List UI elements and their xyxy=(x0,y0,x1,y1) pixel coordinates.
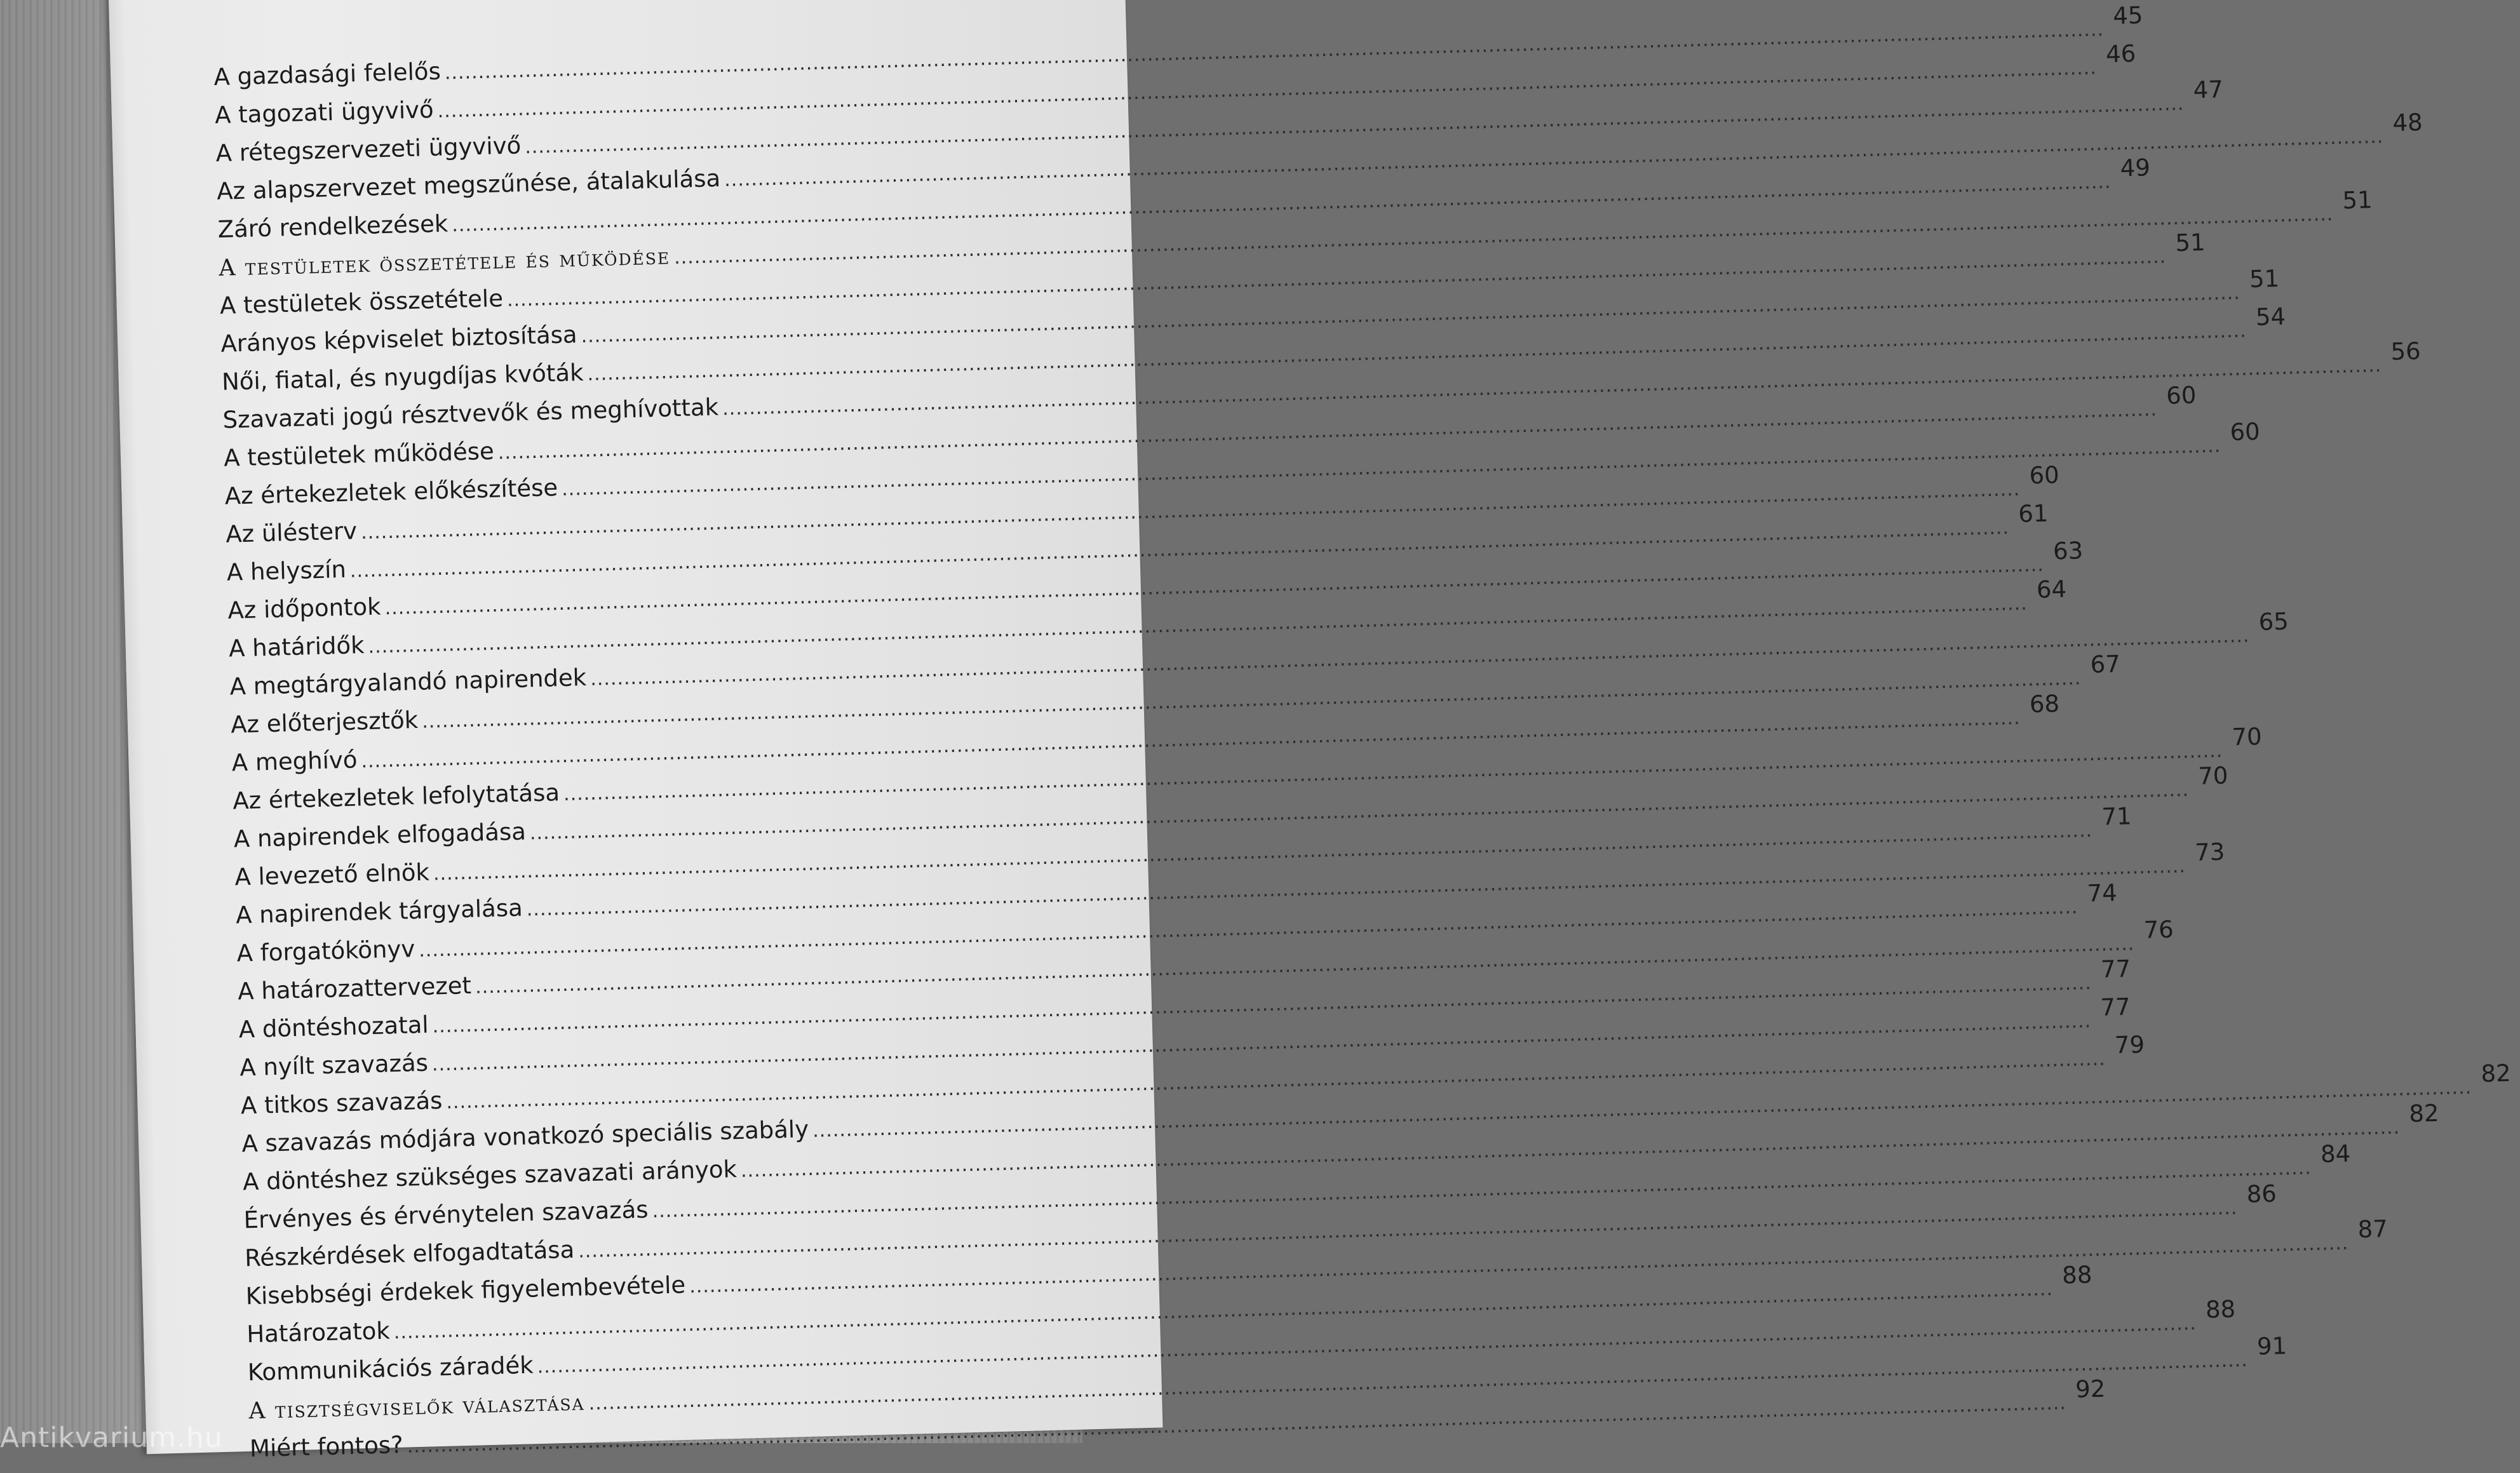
toc-page-number: 67 xyxy=(2090,650,2121,678)
toc-page-number: 60 xyxy=(2166,381,2197,410)
watermark: Antikvarium.hu xyxy=(0,1422,223,1454)
toc-entry-title: Záró rendelkezések xyxy=(217,210,448,243)
toc-page-number: 91 xyxy=(2256,1332,2288,1361)
toc-entry-title: A döntéshozatal xyxy=(238,1011,429,1044)
toc-page-number: 71 xyxy=(2101,802,2133,831)
toc-entry-title: Kommunikációs záradék xyxy=(247,1351,534,1387)
toc-page-number: 60 xyxy=(2028,461,2060,490)
toc-entry-title: A meghívó xyxy=(231,746,358,777)
toc-entry-title: A gazdasági felelős xyxy=(213,57,441,91)
toc-page-number: 45 xyxy=(2112,1,2143,30)
toc-entry-title: A határidők xyxy=(228,631,365,663)
toc-page-number: 92 xyxy=(2075,1375,2106,1403)
toc-entry-title: Érvényes és érvénytelen szavazás xyxy=(243,1195,649,1234)
toc-page-number: 76 xyxy=(2143,915,2174,944)
toc-page-number: 64 xyxy=(2036,575,2067,604)
toc-entry-title: A határozattervezet xyxy=(237,971,472,1006)
toc-page-number: 51 xyxy=(2249,264,2280,293)
toc-page-number: 88 xyxy=(2205,1295,2236,1324)
toc-entry-title: Az ülésterv xyxy=(225,517,358,548)
toc-page-number: 46 xyxy=(2105,39,2136,69)
toc-entry-title: A tagozati ügyvivő xyxy=(214,95,435,129)
toc-page-number: 49 xyxy=(2120,154,2151,182)
toc-entry-title: Az értekezletek előkészítése xyxy=(224,474,558,510)
toc-entry-title: Az alapszervezet megszűnése, átalakulása xyxy=(216,165,721,205)
toc-page-number: 87 xyxy=(2357,1215,2389,1244)
toc-page-number: 77 xyxy=(2099,993,2131,1021)
toc-page-number: 54 xyxy=(2255,302,2286,331)
toc-page-number: 65 xyxy=(2258,607,2289,636)
toc-page-number: 86 xyxy=(2246,1180,2277,1208)
toc-page-number: 70 xyxy=(2231,722,2263,751)
toc-page-number: 82 xyxy=(2480,1059,2512,1088)
toc-entry-title: Határozatok xyxy=(246,1317,391,1349)
toc-entry-title: A döntéshez szükséges szavazati arányok xyxy=(242,1155,738,1196)
toc-entry-title: Kisebbségi érdekek figyelembevétele xyxy=(245,1271,686,1310)
toc-page-number: 63 xyxy=(2052,537,2084,565)
toc-entry-title: A megtárgyalandó napirendek xyxy=(229,663,587,701)
toc-page-number: 51 xyxy=(2174,229,2206,257)
toc-entry-title: A testületek összetétele és működése xyxy=(218,243,671,281)
toc-page-number: 47 xyxy=(2193,76,2224,104)
toc-entry-title: Szavazati jogú résztvevők és meghívottak xyxy=(222,393,719,434)
table-of-contents xyxy=(213,1,2512,1473)
toc-entry-title: A nyílt szavazás xyxy=(239,1049,429,1082)
toc-entry-title: Részkérdések elfogadtatása xyxy=(244,1235,575,1272)
toc-entry-title: Arányos képviselet biztosítása xyxy=(220,321,578,358)
toc-entry-title: A tisztségviselők választása xyxy=(248,1389,586,1425)
toc-page-number: 74 xyxy=(2087,879,2118,908)
toc-page-number: 82 xyxy=(2408,1099,2440,1128)
toc-page-number: 79 xyxy=(2114,1030,2145,1059)
toc-entry-title: Női, fiatal, és nyugdíjas kvóták xyxy=(221,358,584,396)
toc-page-number: 77 xyxy=(2100,955,2131,983)
toc-entry-title: Miért fontos? xyxy=(249,1430,404,1463)
toc-page-number: 88 xyxy=(2061,1261,2092,1289)
toc-page-number: 51 xyxy=(2341,186,2373,215)
toc-page-number: 61 xyxy=(2018,499,2049,528)
toc-page-number: 70 xyxy=(2197,762,2228,790)
toc-entry-title: A szavazás módjára vonatkozó speciális szabály xyxy=(241,1115,809,1158)
toc-entry-title: A testületek összetétele xyxy=(219,285,504,319)
toc-entry-title: A rétegszervezeti ügyvivő xyxy=(215,131,522,167)
toc-entry-title: Az időpontok xyxy=(227,593,382,624)
toc-entry-title: A forgatókönyv xyxy=(236,935,415,967)
toc-entry-title: A napirendek tárgyalása xyxy=(235,894,523,929)
toc-entry-title: A testületek működése xyxy=(223,437,495,472)
toc-entry-title: A napirendek elfogadása xyxy=(233,817,527,853)
toc-page-number: 68 xyxy=(2029,690,2060,718)
toc-page-number: 56 xyxy=(2390,337,2422,366)
toc-entry-title: Az értekezletek lefolytatása xyxy=(232,779,560,815)
toc-page-number: 60 xyxy=(2229,417,2261,447)
toc-page-number: 73 xyxy=(2194,838,2225,866)
toc-page-number: 84 xyxy=(2320,1140,2351,1168)
toc-entry-title: A levezető elnök xyxy=(234,858,430,891)
toc-entry-title: A helyszín xyxy=(226,555,347,586)
toc-entry-title: Az előterjesztők xyxy=(230,706,419,739)
toc-entry-title: A titkos szavazás xyxy=(240,1087,443,1120)
toc-page-number: 48 xyxy=(2392,109,2423,137)
